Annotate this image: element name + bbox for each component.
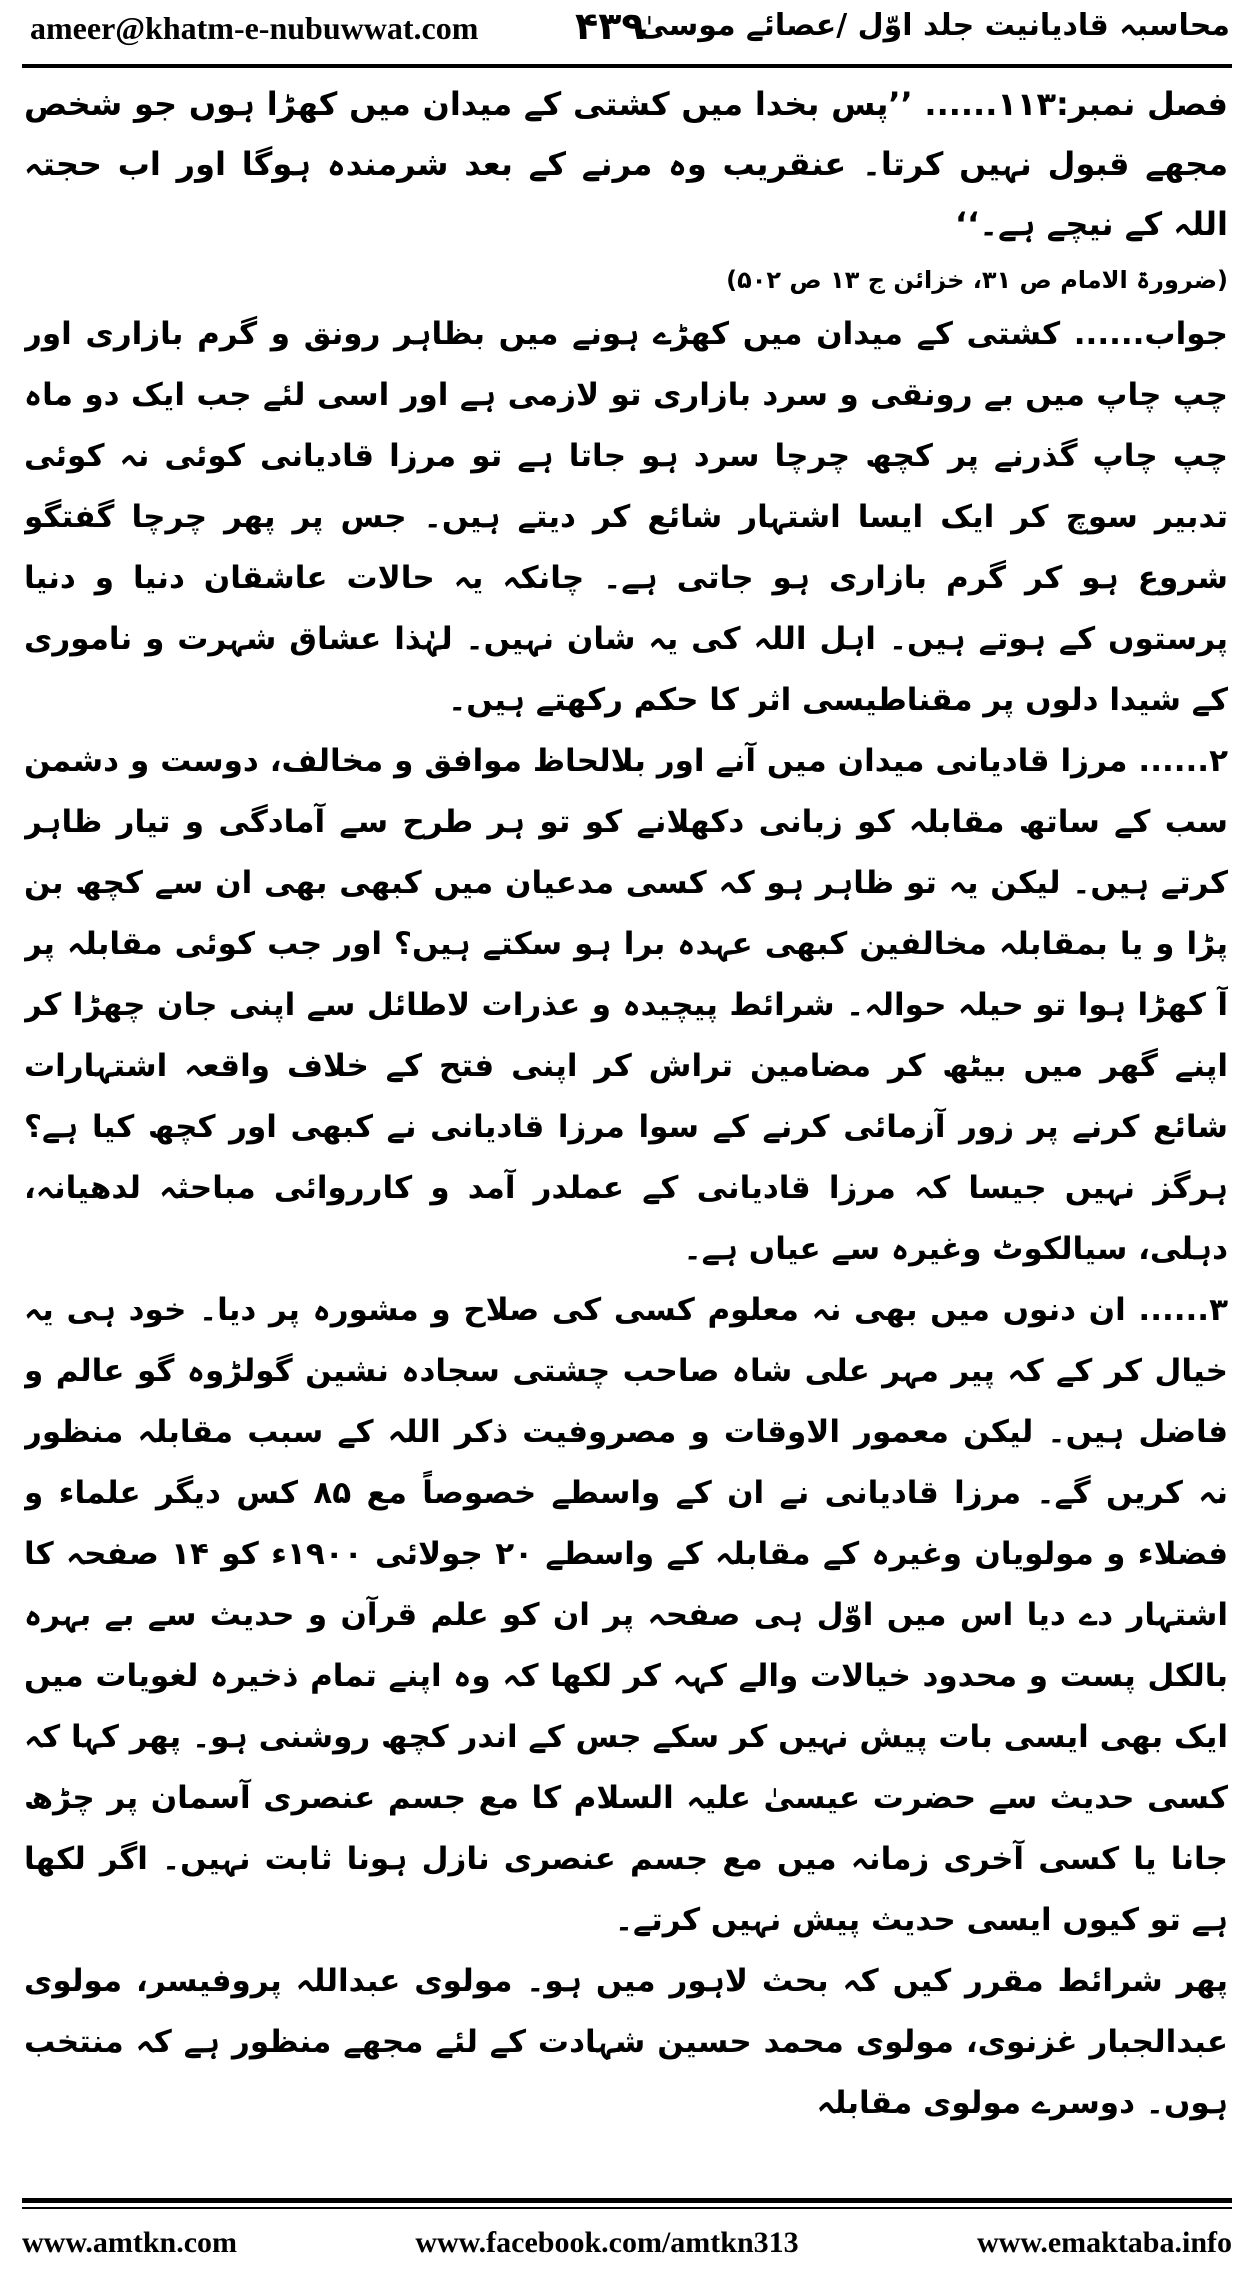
book-title: محاسبہ قادیانیت جلد اوّل /عصائے موسیٰ [638,8,1230,43]
point-2-paragraph: ۲...... مرزا قادیانی میدان میں آنے اور بلالحاظ موافق و مخالف، دوست و دشمن سب کے ساتھ مقابلہ کو زبانی دکھلانے کو تو ہر طرح سے آمادگی و تیار ظاہر کرتے ہیں۔ لیکن یہ تو ظاہر ہو کہ کسی مدعیان میں کبھی بھی ان سے کچھ بن پڑا و یا بمقابلہ مخالفین کبھی عہدہ برا ہو سکتے ہیں؟ اور جب کوئی مقابلہ پر آ کھڑا ہوا تو حیلہ حوالہ۔ شرائط پیچیدہ و عذرات لاطائل سے اپنی جان چھڑا کر اپنے گھر میں بیٹھ کر مضامین تراش کر اپنی فتح کے خلاف واقعہ اشتہارات شائع کرنے پر زور آزمائی کرنے کے سوا مرزا قادیانی نے کبھی اور کچھ کیا ہے؟ ہرگز نہیں جیسا کہ مرزا قادیانی کے عملدر آمد و کارروائی مباحثہ لدھیانہ، دہلی، سیالکوٹ وغیرہ سے عیاں ہے۔ [24,743,1228,1267]
answer-paragraph: جواب...... کشتی کے میدان میں کھڑے ہونے میں بظاہر رونق و گرم بازاری اور چپ چاپ میں بے رونقی و سرد بازاری تو لازمی ہے اور اسی لئے جب ایک دو ماہ چپ چاپ گذرنے پر کچھ چرچا سرد ہو جاتا ہے تو مرزا قادیانی کوئی نہ کوئی تدبیر سوچ کر ایک ایسا اشتہار شائع کر دیتے ہیں۔ جس پر پھر چرچا گفتگو شروع ہو کر گرم بازاری ہو جاتی ہے۔ چانکہ یہ حالات عاشقان دنیا و دنیا پرستوں کے ہوتے ہیں۔ اہل اللہ کی یہ شان نہیں۔ لہٰذا عشاق شہرت و ناموری کے شیدا دلوں پر مقناطیسی اثر کا حکم رکھتے ہیں۔ [24,316,1228,718]
fasl-paragraph: فصل نمبر:۱۱۳...... ’’پس بخدا میں کشتی کے میدان میں کھڑا ہوں جو شخص مجھے قبول نہیں کرتا۔ عنقریب وہ مرنے کے بعد شرمندہ ہوگا اور اب حجتہ اللہ کے نیچے ہے۔‘‘ [24,85,1228,243]
point-3-paragraph: ۳...... ان دنوں میں بھی نہ معلوم کسی کی صلاح و مشورہ پر دیا۔ خود ہی یہ خیال کر کے کہ پیر مہر علی شاہ صاحب چشتی سجادہ نشین گولڑوہ گو عالم و فاضل ہیں۔ لیکن معمور الاوقات و مصروفیت ذکر اللہ کے سبب مقابلہ منظور نہ کریں گے۔ مرزا قادیانی نے ان کے واسطے خصوصاً مع ۸۵ کس دیگر علماء و فضلاء و مولویان وغیرہ کے مقابلہ کے واسطے ۲۰ جولائی ۱۹۰۰ء کو ۱۴ صفحہ کا اشتہار دے دیا اس میں اوّل ہی صفحہ پر ان کو علم قرآن و حدیث سے بے بہرہ بالکل پست و محدود خیالات والے کہہ کر لکھا کہ وہ اپنے تمام ذخیرہ لغویات میں ایک بھی ایسی بات پیش نہیں کر سکے جس کے اندر کچھ روشنی ہو۔ پھر کہا کہ کسی حدیث سے حضرت عیسیٰ علیہ السلام کا مع جسم عنصری آسمان پر چڑھ جانا یا کسی آخری زمانہ میں مع جسم عنصری نازل ہونا ثابت نہیں۔ اگر لکھا ہے تو کیوں ایسی حدیث پیش نہیں کرتے۔ [24,1292,1228,1938]
footer-rule-thick [22,2198,1232,2203]
page-footer [22,2218,1232,2268]
footer-link-facebook[interactable]: www.facebook.com/amtkn313 [415,2226,799,2259]
page-body [24,74,1228,2184]
header-email[interactable]: ameer@khatm-e-nubuwwat.com [30,10,479,46]
header-rule [22,64,1232,68]
reference-citation: (ضرورۃ الامام ص ۳۱، خزائن ج ۱۳ ص ۵۰۲) [726,266,1228,294]
page-number: ۴۳۹ [575,4,645,48]
footer-link-emaktaba[interactable]: www.emaktaba.info [976,2226,1232,2259]
footer-link-amtkn[interactable]: www.amtkn.com [22,2226,237,2259]
footer-rule-thin [22,2207,1232,2209]
page-header [0,0,1252,62]
conditions-paragraph: پھر شرائط مقرر کیں کہ بحث لاہور میں ہو۔ مولوی عبداللہ پروفیسر، مولوی عبدالجبار غزنوی، مولوی محمد حسین شہادت کے لئے مجھے منظور ہے کہ منتخب ہوں۔ دوسرے مولوی مقابلہ [24,1963,1228,2121]
